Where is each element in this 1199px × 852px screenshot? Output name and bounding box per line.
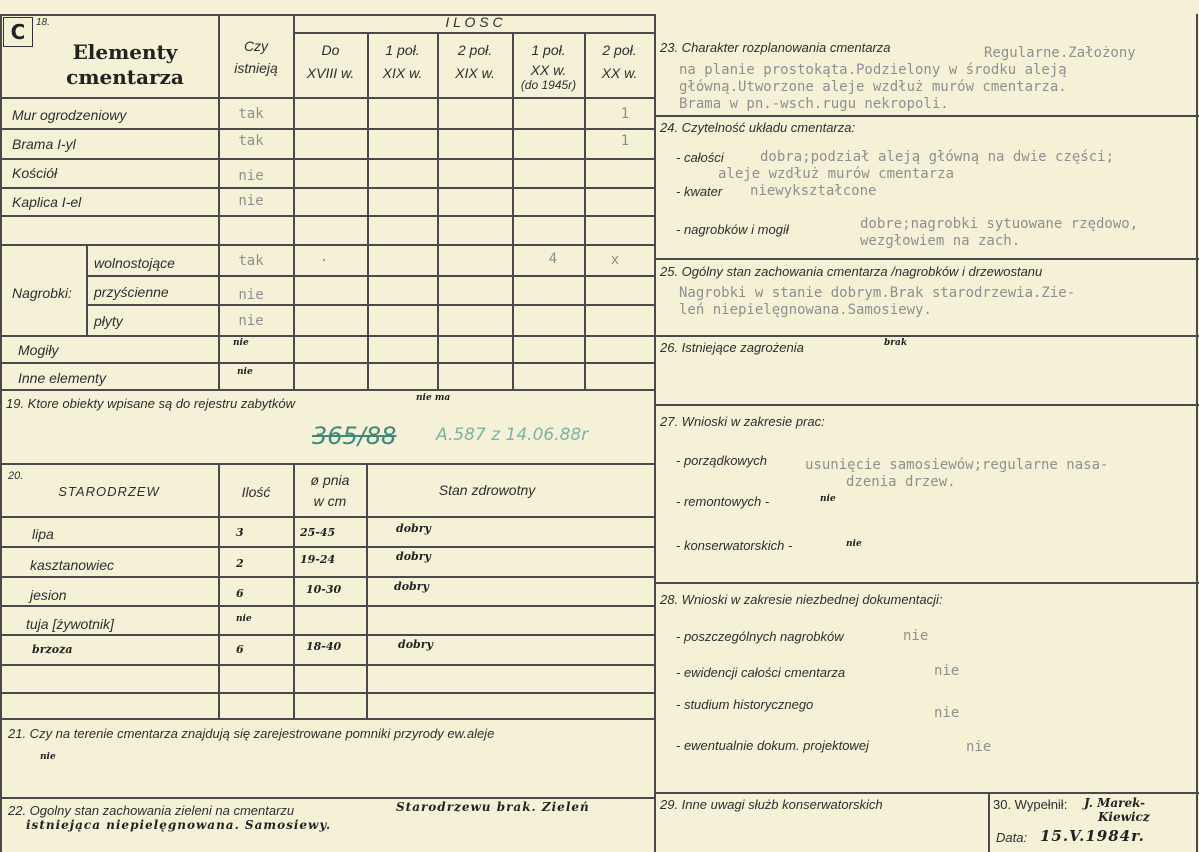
row-line — [0, 187, 654, 189]
element-exist: nie — [238, 168, 264, 184]
section-title-line2: cmentarza — [66, 65, 184, 89]
s25-label: 25. Ogólny stan zachowania cmentarza /nagrobków i drzewostanu — [660, 264, 1043, 279]
tree-name: tuja [żywotnik] — [26, 616, 114, 632]
s26-label: 26. Istniejące zagrożenia — [660, 340, 804, 355]
s21-bottom — [0, 797, 654, 799]
tree-qty: nie — [236, 614, 252, 624]
s24-nagrobki-value: dobre;nagrobki sytuowane rzędowo, — [860, 216, 1139, 232]
s20-head-pien-2: w cm — [313, 493, 347, 509]
r-line-23 — [656, 115, 1199, 117]
s27-remontowych-label: - remontowych - — [676, 494, 770, 509]
element-exist: tak — [238, 106, 264, 122]
s27-label: 27. Wnioski w zakresie prac: — [660, 414, 825, 429]
s24-nagrobki-value-2: wezgłowiem na zach. — [860, 233, 1021, 249]
s25-value-2: leń niepielęgnowana.Samosiewy. — [679, 302, 932, 318]
col-exist-header: Czy — [243, 38, 269, 54]
col-exist-header-2: istnieją — [234, 60, 278, 76]
s20-row — [0, 664, 654, 666]
r-line-28 — [656, 792, 1199, 794]
tree-diam: 10-30 — [306, 583, 342, 596]
row-line — [0, 244, 654, 246]
s20-head-starodrzew: STARODRZEW — [58, 484, 160, 499]
tree-qty: 3 — [236, 526, 244, 539]
ilosc-col-4-l1: 1 poł. — [531, 42, 566, 58]
element-label: Kaplica I-el — [12, 194, 82, 210]
nagrobki-type: płyty — [94, 313, 123, 329]
r-line-24 — [656, 258, 1199, 260]
tree-state: dobry — [396, 522, 431, 535]
row-line — [0, 158, 654, 160]
s30-name-2: Kiewicz — [1098, 810, 1150, 824]
s20-bottom — [0, 718, 654, 720]
ilosc-col-1-l1: Do — [321, 42, 340, 58]
row-line — [0, 335, 654, 337]
sec18-number: 18. — [36, 17, 50, 28]
s20-row — [0, 605, 654, 607]
nagrobki-exist: nie — [238, 313, 264, 329]
s30-date: 15.V.1984r. — [1040, 827, 1145, 845]
s20-row — [0, 516, 654, 518]
s28-item-value: nie — [934, 663, 960, 679]
nagrobki-exist: tak — [238, 253, 264, 269]
r-line-27 — [656, 582, 1199, 584]
tree-diam: 19-24 — [300, 553, 336, 566]
s23-label: 23. Charakter rozplanowania cmentarza — [660, 40, 891, 55]
nagrobki-exist: nie — [238, 287, 264, 303]
row-line — [0, 128, 654, 130]
ilosc-col-4-l2: XX w. — [530, 62, 567, 78]
ilosc-col-5-l1: 2 poł. — [602, 42, 637, 58]
ilosc-header: I L O S C — [445, 14, 503, 30]
s20-col-1 — [218, 463, 220, 718]
s23-line: na planie prostokąta.Podzielony w środku aleją — [679, 62, 1067, 78]
s21-value: nie — [40, 752, 56, 762]
mogily-label: Mogiły — [18, 342, 59, 358]
tree-qty: 6 — [236, 643, 244, 656]
s26-value: brak — [884, 338, 908, 348]
s27-porzadkowych-label: - porządkowych — [676, 453, 768, 468]
tree-state: dobry — [396, 550, 431, 563]
s30-label: 30. Wypełnił: — [993, 797, 1068, 812]
element-qty: 1 — [620, 133, 630, 149]
nagrobki-split-line — [86, 244, 88, 335]
tree-name: jesion — [30, 587, 67, 603]
tree-diam: 25-45 — [300, 526, 336, 539]
s28-item-label: - ewentualnie dokum. projektowej — [676, 738, 869, 753]
tree-qty: 2 — [236, 557, 244, 570]
s28-label: 28. Wnioski w zakresie niezbednej dokumentacji: — [660, 592, 943, 607]
s19-bottom — [0, 463, 654, 465]
tree-name: brzoza — [32, 643, 73, 656]
row-line — [0, 215, 654, 217]
s28-item-value: nie — [934, 705, 960, 721]
s19-value: nie ma — [416, 393, 451, 403]
r-line-26 — [656, 404, 1199, 406]
tree-name: lipa — [32, 526, 54, 542]
nagrobki-qty-5: x — [610, 252, 620, 268]
s19-registry-entry: A.587 z 14.06.88r — [436, 425, 589, 445]
s27-porzadkowych-value-2: dzenia drzew. — [846, 474, 956, 490]
s24-calosci-label: - całości — [676, 150, 724, 165]
s19-label: 19. Ktore obiekty wpisane są do rejestru zabytków — [6, 396, 296, 411]
s28-item-value: nie — [966, 739, 992, 755]
row-line — [0, 389, 654, 391]
frame-left — [0, 14, 2, 852]
ilosc-col-4-l3: (do 1945r) — [520, 78, 577, 92]
section-letter-box — [3, 17, 33, 47]
s27-konserwatorskich-label: - konserwatorskich - — [676, 538, 793, 553]
s23-line: główną.Utworzone aleje wzdłuż murów cmentarza. — [679, 79, 1067, 95]
nagrobki-qty-1: · — [319, 253, 329, 269]
s28-item-label: - poszczególnych nagrobków — [676, 629, 844, 644]
s24-kwater-value: niewykształcone — [750, 183, 877, 199]
element-exist: tak — [238, 133, 264, 149]
s28-item-label: - studium historycznego — [676, 697, 814, 712]
s20-head-pien: ø pnia — [310, 472, 350, 488]
nagrobki-type: przyścienne — [94, 284, 169, 300]
ilosc-col-2-l1: 1 poł. — [385, 42, 420, 58]
element-label: Mur ogrodzeniowy — [12, 107, 127, 123]
section-title-line1: Elementy — [72, 40, 178, 64]
r-split-29-30 — [988, 792, 990, 852]
row-line — [0, 362, 654, 364]
s20-row — [0, 576, 654, 578]
s24-label: 24. Czytelność układu cmentarza: — [660, 120, 856, 135]
element-qty: 1 — [620, 106, 630, 122]
inne-value: nie — [237, 367, 253, 377]
s22-value-2: istniejąca niepielęgnowana. Samosiewy. — [26, 818, 332, 832]
s20-row — [0, 692, 654, 694]
frame-right — [1196, 14, 1198, 852]
s23-line: Regularne.Założony — [984, 45, 1136, 61]
s30-name: J. Marek- — [1084, 796, 1145, 810]
s20-head-ilosc: Ilość — [241, 484, 271, 500]
s21-label: 21. Czy na terenie cmentarza znajdują się zarejestrowane pomniki przyrody ew.aleje — [8, 726, 495, 741]
s20-head-stan: Stan zdrowotny — [438, 482, 536, 498]
s20-row — [0, 546, 654, 548]
element-exist: nie — [238, 193, 264, 209]
ilosc-col-3-l2: XIX w. — [455, 65, 495, 81]
s23-line: Brama w pn.-wsch.rugu nekropoli. — [679, 96, 949, 112]
s20-row — [0, 634, 654, 636]
ilosc-col-3-l1: 2 poł. — [457, 42, 493, 58]
element-label: Kościół — [12, 165, 58, 181]
s19-registry-number: 365/88 — [312, 422, 397, 450]
header-bottom-line — [0, 97, 654, 99]
s28-item-label: - ewidencji całości cmentarza — [676, 665, 846, 680]
s22-label: 22. Ogolny stan zachowania zieleni na cmentarzu — [8, 803, 295, 818]
tree-name: kasztanowiec — [30, 557, 115, 573]
s24-calosci-value-2: aleje wzdłuż murów cmentarza — [718, 166, 955, 182]
mogily-value: nie — [233, 338, 249, 348]
s24-calosci-value: dobra;podział aleją główną na dwie części; — [760, 149, 1115, 165]
row-line — [86, 304, 654, 306]
s28-item-value: nie — [903, 628, 929, 644]
tree-qty: 6 — [236, 587, 244, 600]
s24-kwater-label: - kwater — [676, 184, 723, 199]
ilosc-col-2-l2: XIX w. — [382, 65, 423, 81]
nagrobki-type: wolnostojące — [94, 255, 175, 271]
nagrobki-label: Nagrobki: — [12, 285, 72, 301]
s27-remontowych-value: nie — [820, 494, 836, 504]
nagrobki-qty-4: 4 — [548, 251, 558, 267]
inne-label: Inne elementy — [18, 370, 106, 386]
tree-diam: 18-40 — [306, 640, 342, 653]
s25-value: Nagrobki w stanie dobrym.Brak starodrzewia.Zie- — [679, 285, 1076, 301]
s30-data-label: Data: — [996, 830, 1028, 845]
tree-state: dobry — [398, 638, 433, 651]
s29-label: 29. Inne uwagi służb konserwatorskich — [660, 797, 883, 812]
s20-col-3 — [366, 463, 368, 718]
section-letter: C — [10, 20, 26, 44]
s20-number: 20. — [8, 470, 24, 482]
r-line-25 — [656, 335, 1199, 337]
ilosc-col-5-l2: XX w. — [601, 65, 638, 81]
s24-nagrobki-label: - nagrobków i mogił — [676, 222, 789, 237]
s22-value-1: Starodrzewu brak. Zieleń — [396, 800, 590, 814]
ilosc-line — [293, 32, 654, 34]
element-label: Brama I-yl — [12, 136, 76, 152]
s27-konserwatorskich-value: nie — [846, 539, 862, 549]
s27-porzadkowych-value: usunięcie samosiewów;regularne nasa- — [805, 457, 1109, 473]
tree-state: dobry — [394, 580, 429, 593]
row-line — [86, 275, 654, 277]
ilosc-col-1-l2: XVIII w. — [306, 65, 355, 81]
